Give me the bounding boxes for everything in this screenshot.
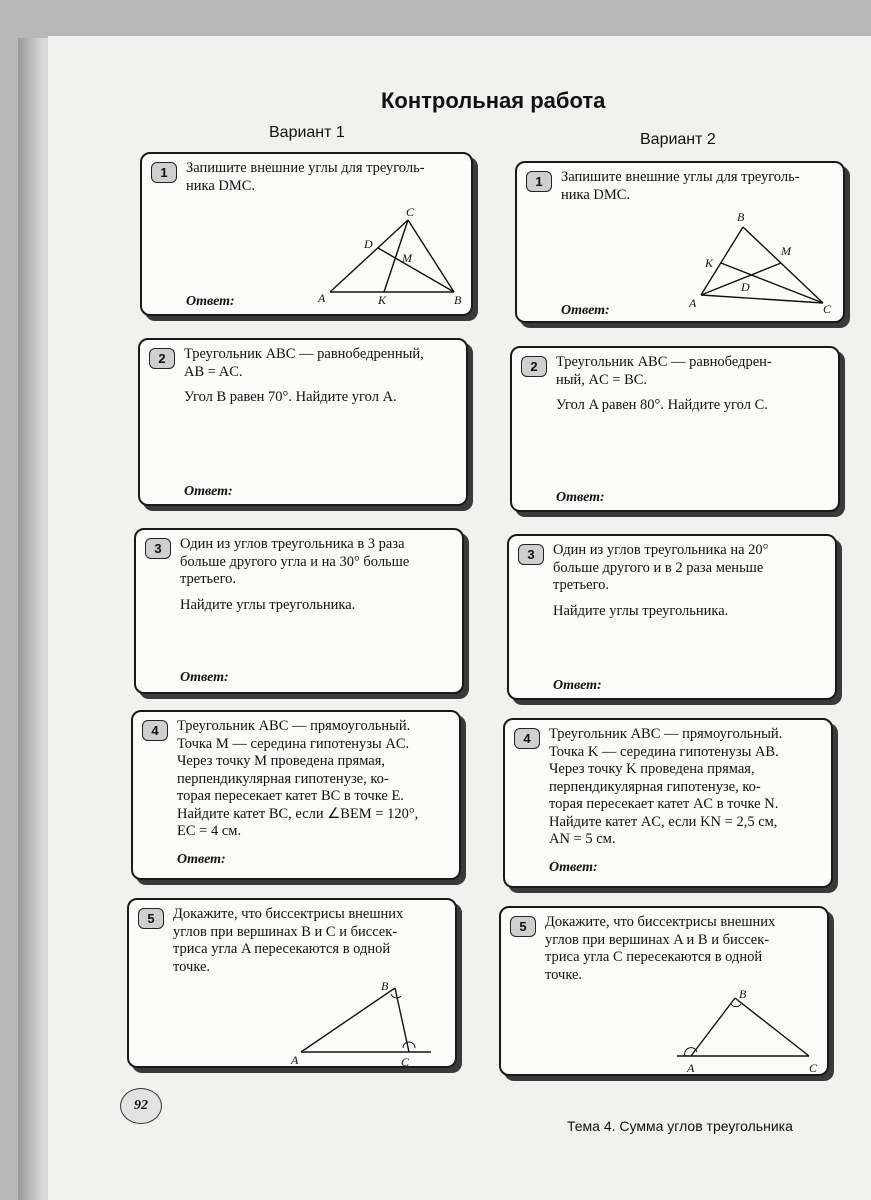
- task-line: Найдите катет AC, если KN = 2,5 см,: [549, 813, 778, 830]
- variant-1-title: Вариант 1: [269, 124, 345, 141]
- v2-bisector-figure: [673, 984, 823, 1074]
- v1-bisector-figure: [287, 976, 437, 1066]
- label-a: A: [291, 1053, 299, 1066]
- label-c: C: [401, 1055, 410, 1066]
- task-text: [556, 354, 828, 415]
- task-number-badge: 3: [145, 538, 171, 559]
- task-line: Точка M — середина гипотенузы AC.: [177, 735, 410, 752]
- task-line: точке.: [173, 958, 211, 975]
- task-line: больше другого угла и на 30° больше: [180, 553, 410, 570]
- page-title: Контрольная работа: [381, 88, 606, 113]
- v1-triangle-dmc-figure: [316, 206, 466, 306]
- label-a: A: [689, 296, 697, 310]
- task-line: третьего.: [553, 577, 610, 593]
- task-line: AB = AC.: [184, 363, 243, 380]
- label-d: D: [364, 237, 373, 251]
- task-line: триса угла A пересекаются в одной: [173, 941, 391, 957]
- task-line: ный, AC = BC.: [556, 371, 648, 388]
- label-a: A: [318, 291, 326, 305]
- v2-task-2-card: [510, 346, 840, 512]
- task-number-badge: 5: [138, 908, 164, 929]
- v1-task-5-card: [127, 898, 457, 1068]
- v1-task-3-card: [134, 528, 464, 694]
- label-b: B: [381, 979, 389, 993]
- task-line: Через точку M проведена прямая,: [177, 753, 386, 769]
- task-line: торая пересекает катет BC в точке E.: [177, 788, 404, 804]
- task-line: Угол B равен 70°. Найдите угол A.: [184, 389, 397, 405]
- label-d: D: [741, 280, 750, 294]
- label-c: C: [406, 206, 415, 219]
- task-line: Через точку K проведена прямая,: [549, 761, 755, 777]
- label-c: C: [809, 1061, 818, 1074]
- answer-label: Ответ:: [549, 860, 598, 875]
- task-number-badge: 2: [149, 348, 175, 369]
- task-line: Запишите внешние углы для треуголь-: [561, 169, 800, 185]
- task-number-badge: 1: [526, 171, 552, 192]
- task-line: углов при вершинах B и C и биссек-: [173, 923, 398, 940]
- task-line: Треугольник ABC — равнобедренный,: [184, 346, 424, 362]
- task-line: Треугольник ABC — прямоугольный.: [177, 718, 411, 734]
- v1-task-2-card: [138, 338, 468, 506]
- task-number-badge: 4: [142, 720, 168, 741]
- answer-label: Ответ:: [186, 294, 235, 309]
- task-text: [553, 542, 825, 620]
- task-line: углов при вершинах A и B и биссек-: [545, 931, 770, 948]
- answer-label: Ответ:: [180, 670, 229, 685]
- task-line: EC = 4 см.: [177, 823, 242, 839]
- v2-triangle-dmc-figure: [685, 209, 835, 315]
- task-line: AN = 5 см.: [549, 831, 616, 847]
- task-text: [561, 169, 833, 204]
- task-line: Найдите углы треугольника.: [553, 602, 729, 619]
- v1-task-1-card: [140, 152, 473, 316]
- label-c: C: [823, 302, 832, 315]
- task-number-badge: 1: [151, 162, 177, 183]
- task-text: [186, 160, 461, 195]
- label-b: B: [454, 293, 462, 306]
- page-number: 92: [120, 1088, 162, 1124]
- answer-label: Ответ:: [556, 490, 605, 505]
- answer-label: Ответ:: [184, 484, 233, 499]
- task-line: торая пересекает катет AC в точке N.: [549, 796, 779, 812]
- task-line: Треугольник ABC — прямоугольный.: [549, 726, 783, 742]
- task-line: третьего.: [180, 571, 237, 587]
- task-number-badge: 2: [521, 356, 547, 377]
- label-a: A: [687, 1061, 695, 1074]
- v1-task-4-card: [131, 710, 461, 880]
- task-line: ника DMC.: [186, 177, 256, 194]
- task-line: ника DMC.: [561, 186, 631, 203]
- page-footer: Тема 4. Сумма углов треугольника: [567, 1118, 793, 1134]
- task-text: [549, 726, 821, 849]
- answer-label: Ответ:: [561, 303, 610, 318]
- task-line: перпендикулярная гипотенузе, ко-: [177, 770, 389, 787]
- label-m: M: [781, 244, 791, 258]
- task-number-badge: 4: [514, 728, 540, 749]
- task-number-badge: 5: [510, 916, 536, 937]
- task-line: Точка K — середина гипотенузы AB.: [549, 743, 779, 760]
- task-line: перпендикулярная гипотенузе, ко-: [549, 778, 761, 795]
- task-line: Найдите катет BC, если ∠BEM = 120°,: [177, 805, 419, 822]
- variant-2-title: Вариант 2: [640, 131, 716, 148]
- task-line: Докажите, что биссектрисы внешних: [173, 906, 404, 922]
- v2-task-5-card: [499, 906, 829, 1076]
- task-line: Один из углов треугольника в 3 раза: [180, 536, 405, 552]
- label-b: B: [739, 987, 747, 1001]
- task-line: больше другого и в 2 раза меньше: [553, 559, 764, 576]
- v2-task-3-card: [507, 534, 837, 700]
- task-text: [177, 718, 449, 841]
- task-text: [180, 536, 452, 614]
- task-text: [173, 906, 445, 976]
- label-k: K: [705, 256, 714, 270]
- task-line: Запишите внешние углы для треуголь-: [186, 160, 425, 176]
- task-line: триса угла C пересекаются в одной: [545, 949, 763, 965]
- task-line: Один из углов треугольника на 20°: [553, 542, 769, 558]
- task-text: [545, 914, 817, 984]
- task-line: Угол A равен 80°. Найдите угол C.: [556, 397, 768, 413]
- v2-task-1-card: [515, 161, 845, 323]
- task-number-badge: 3: [518, 544, 544, 565]
- label-k: K: [378, 293, 387, 306]
- task-line: Треугольник ABC — равнобедрен-: [556, 354, 772, 370]
- label-b: B: [737, 210, 745, 224]
- task-text: [184, 346, 456, 407]
- answer-label: Ответ:: [553, 678, 602, 693]
- task-line: Найдите углы треугольника.: [180, 596, 356, 613]
- label-m: M: [402, 251, 412, 265]
- task-line: Докажите, что биссектрисы внешних: [545, 914, 776, 930]
- answer-label: Ответ:: [177, 852, 226, 867]
- task-line: точке.: [545, 966, 583, 983]
- v2-task-4-card: [503, 718, 833, 888]
